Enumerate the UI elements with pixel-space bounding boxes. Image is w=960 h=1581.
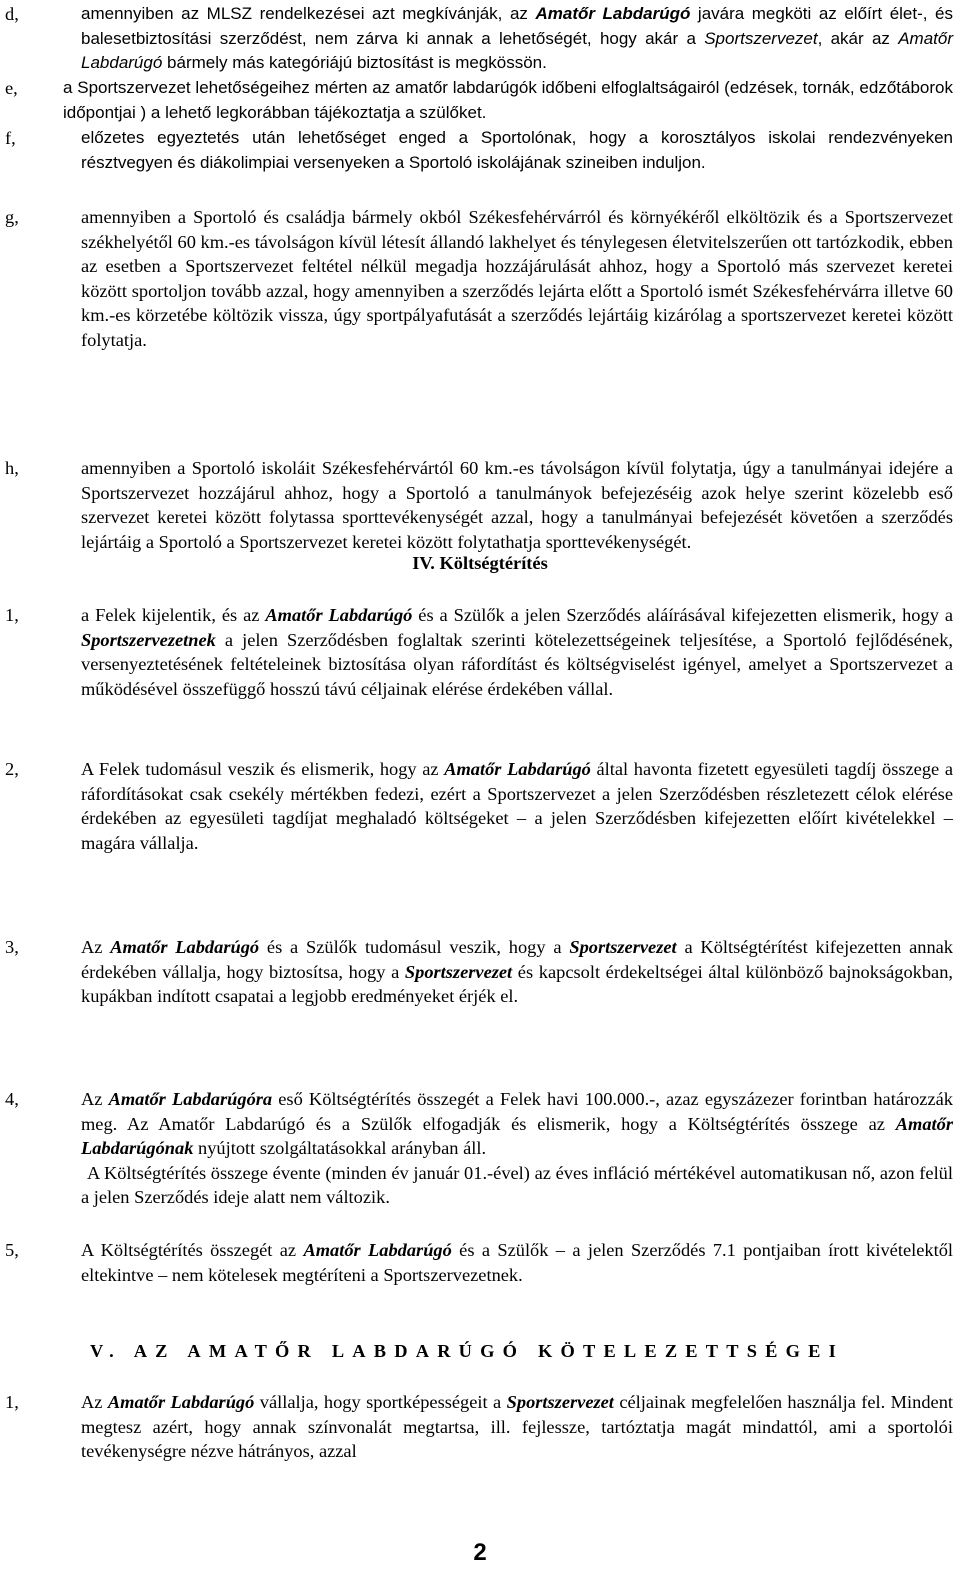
text-run: Az bbox=[81, 937, 111, 957]
list-label: 4, bbox=[5, 1089, 19, 1109]
emphasized-term: Amatőr Labdarúgó bbox=[535, 4, 691, 23]
text-run: javára megköti az előírt élet-, és balesetbiztosítási szerződést, nem zárva ki annak a lehetőségét, hogy akár a bbox=[81, 4, 953, 48]
list-item-g bbox=[5, 205, 953, 353]
list-label: e, bbox=[5, 78, 18, 98]
section-heading-iv: IV. Költségtérítés bbox=[412, 553, 548, 573]
section-heading-v: V. AZ AMATŐR LABDARÚGÓ KÖTELEZETTSÉGEI bbox=[90, 1341, 844, 1361]
text-run: Az bbox=[81, 1392, 108, 1412]
list-item-h bbox=[5, 456, 953, 554]
list-label: 3, bbox=[5, 937, 19, 957]
list-label: g, bbox=[5, 207, 19, 227]
list-item-d bbox=[5, 2, 953, 76]
section4-item-3 bbox=[5, 935, 953, 1009]
text-run: a jelen Szerződésben foglaltak szerinti kötelezettségeinek teljesítése, a Sportoló fejlődésének, versenyeztetésének feltételeinek biztosítása olyan ráfordítást és költségviselést igényel, amelyet a Sportszervezet a működésével összefüggő hosszú távú céljainak elérése érdekében vállal. bbox=[81, 629, 953, 699]
section5-item-1 bbox=[5, 1390, 953, 1464]
text-run: amennyiben az MLSZ rendelkezései azt megkívánják, az bbox=[81, 4, 536, 23]
emphasized-term: Sportszervezet bbox=[506, 1392, 614, 1412]
emphasized-term: Sportszervezet bbox=[404, 961, 513, 982]
text-run: amennyiben a Sportoló és családja bármely okból Székesfehérvárról és környékéről elköltözik és a Sportszervezet székhelyétől 60 km.-es távolságon kívül létesít állandó lakhelyet és ténylegesen életvitelszerűen ott tartózkodik, ebben az esetben a Sportszervezet feltétel nélkül megadja hozzájárulását ahhoz, hogy a Sportoló más szervezet keretei között sportoljon tovább azzal, hogy amennyiben a szerződés lejárta előtt a Sportoló ismét Székesfehérvárra illetve 60 km.-es körzetébe költözik vissza, úgy sportpályafutását a szerződés lejártáig kizárólag a sportszervezet keretei között folytatja. bbox=[81, 207, 953, 350]
text-run: és a Szülők tudomásul veszik, hogy a bbox=[259, 937, 570, 957]
list-label: f, bbox=[5, 128, 16, 148]
text-run: vállalja, hogy sportképességeit a bbox=[254, 1392, 507, 1412]
emphasized-term: Amatőr Labdarúgó bbox=[110, 937, 260, 957]
list-label: 1, bbox=[5, 1392, 19, 1412]
section4-item-1 bbox=[5, 603, 953, 701]
emphasized-term: Amatőr Labdarúgó bbox=[444, 759, 591, 779]
list-label: 1, bbox=[5, 605, 19, 625]
list-item-f bbox=[5, 126, 953, 175]
list-text-extra: A Költségtérítés összege évente (minden év január 01.-ével) az éves infláció mértékével automatikusan nő, azon felül a jelen Szerződés ideje alatt nem változik. bbox=[81, 1162, 953, 1208]
list-label: 5, bbox=[5, 1240, 19, 1260]
text-run: céljainak megfelelően használja fel. Mindent megtesz azért, hogy annak színvonalát megtartsa, ill. fejlessze, tartóztatja magát mindattól, ami a sportolói tevékenységre nézve hátrányos, azzal bbox=[81, 1392, 954, 1462]
text-run: előzetes egyeztetés után lehetőséget enged a Sportolónak, hogy a korosztályos iskolai rendezvényeken résztvegyen és diákolimpiai versenyeken a Sportoló iskolájának szineiben induljon. bbox=[81, 128, 953, 172]
text-run: , akár az bbox=[817, 28, 899, 48]
list-text bbox=[81, 1238, 953, 1287]
text-run: által havonta fizetett egyesületi tagdíj összege a ráfordításokat csak csekély mértékben fedezi, ezért a Sportszervezet a jelen Szerződésben részletezett célok elérése érdekében az egyesületi tagdíjat meghaladó költségeket – a jelen Szerződésben kifejezetten előírt kivételekkel – magára vállalja. bbox=[81, 759, 953, 853]
page-number: 2 bbox=[473, 1539, 487, 1566]
text-run: és a Szülők – a jelen Szerződés 7.1 pontjaiban írott kivételektől eltekintve – nem kötelesek megtéríteni a Sportszervezetnek. bbox=[81, 1240, 953, 1285]
list-text bbox=[81, 2, 953, 76]
emphasized-term: Amatőr Labdarúgónak bbox=[81, 1113, 953, 1159]
list-text bbox=[81, 456, 953, 554]
text-run: a Költségtérítést kifejezetten annak érdekében vállalja, hogy biztosítsa, hogy a bbox=[81, 937, 953, 982]
list-label: h, bbox=[5, 458, 19, 478]
text-run: A Felek tudomásul veszik és elismerik, hogy az bbox=[81, 759, 445, 779]
text-run: Az bbox=[81, 1089, 109, 1109]
emphasized-term: Amatőr Labdarúgó bbox=[107, 1392, 255, 1412]
section4-item-4 bbox=[5, 1087, 953, 1210]
emphasized-term: Amatőr Labdarúgó bbox=[265, 605, 413, 625]
text-run: és a Szülők a jelen Szerződés aláírásával kifejezetten elismerik, hogy a bbox=[412, 605, 953, 625]
emphasized-term: Sportszervezetnek bbox=[81, 629, 216, 650]
emphasized-term: Amatőr Labdarúgóra bbox=[108, 1089, 273, 1109]
list-text bbox=[81, 603, 953, 701]
list-text bbox=[63, 76, 953, 125]
list-text bbox=[81, 1390, 953, 1464]
text-run: bármely más kategóriájú biztosítást is megkössön. bbox=[162, 53, 547, 73]
emphasized-term: Amatőr Labdarúgó bbox=[303, 1240, 452, 1260]
list-text bbox=[81, 935, 953, 1009]
section4-item-5 bbox=[5, 1238, 953, 1287]
text-run: eső Költségtérítés összegét a Felek havi 100.000.-, azaz egyszázezer forintban határozzák meg. Az Amatőr Labdarúgó és a Szülők elfogadják és elismerik, hogy a Költségtérítés összege az bbox=[81, 1089, 953, 1134]
text-run: a Felek kijelentik, és az bbox=[81, 605, 266, 625]
italic-term: Amatőr Labdarúgó bbox=[81, 28, 953, 73]
list-text bbox=[81, 757, 953, 855]
list-label: 2, bbox=[5, 759, 19, 779]
text-run: a Sportszervezet lehetőségeihez mérten az amatőr labdarúgók időbeni elfoglaltságairól (edzések, tornák, edzőtáborok időpontjai ) a lehető legkorábban tájékoztatja a szülőket. bbox=[63, 78, 953, 122]
section4-item-2 bbox=[5, 757, 953, 855]
italic-term: Sportszervezet bbox=[704, 28, 818, 48]
text-run: A Költségtérítés összegét az bbox=[81, 1240, 304, 1260]
list-text bbox=[81, 1087, 953, 1161]
text-run: és kapcsolt érdekeltségei által különböző bajnokságokban, kupákban indított csapatai a legjobb eredményeket érjék el. bbox=[81, 961, 954, 1007]
list-item-e bbox=[5, 76, 953, 125]
text-run: amennyiben a Sportoló iskoláit Székesfehérvártól 60 km.-es távolságon kívül folytatja, úgy a tanulmányai idejére a Sportszervezet hozzájárul ahhoz, hogy a Sportoló a tanulmányok befejezéséig azok helye szerint közelebb eső szervezet keretei között folytassa sporttevékenységét azzal, hogy a tanulmányai befejezését követően a szerződés lejártáig a Sportoló a Sportszervezet keretei között folytathatja sporttevékenységét. bbox=[81, 458, 953, 552]
list-label: d, bbox=[5, 4, 19, 24]
text-run: nyújtott szolgáltatásokkal arányban áll. bbox=[193, 1138, 487, 1159]
emphasized-term: Sportszervezet bbox=[569, 937, 677, 957]
list-text bbox=[81, 205, 953, 353]
list-text bbox=[81, 126, 953, 175]
